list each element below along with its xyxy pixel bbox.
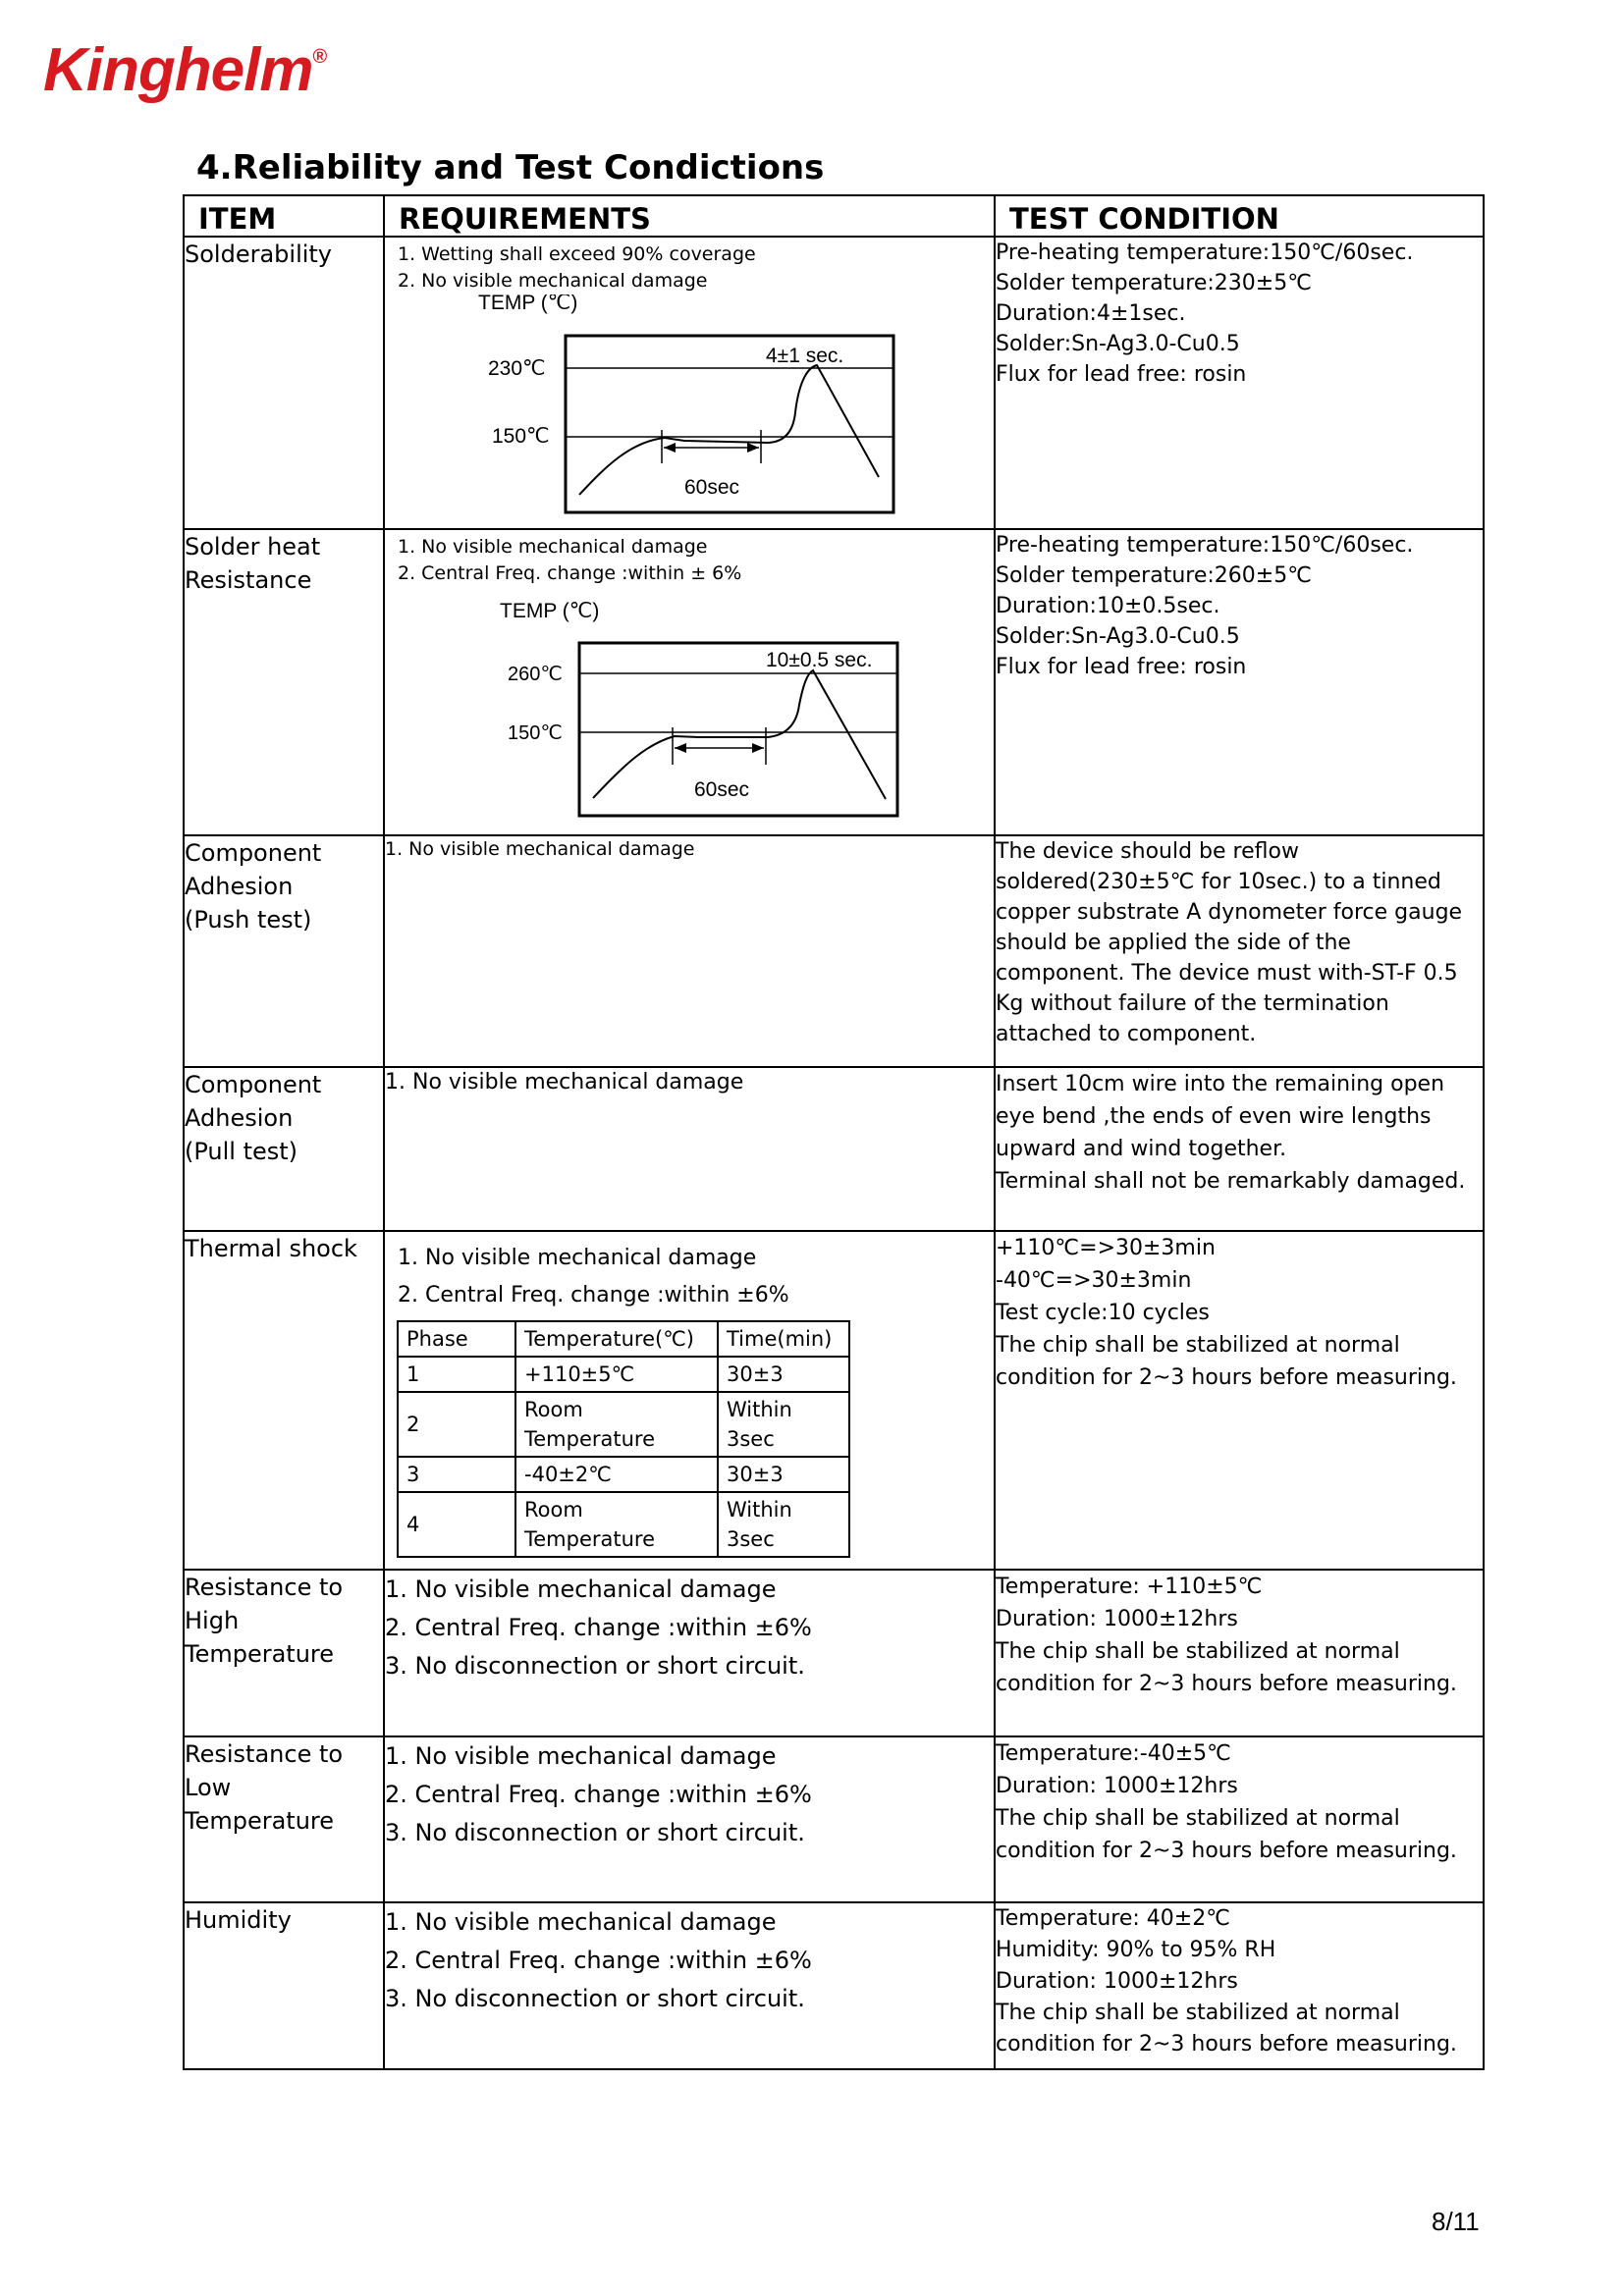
requirement-text: 3. No disconnection or short circuit.: [385, 1819, 805, 1846]
item-cell: [184, 529, 384, 835]
header-item: ITEM: [184, 195, 384, 237]
condition-text: condition for 2~3 hours before measuring.: [996, 1365, 1457, 1390]
condition-text: condition for 2~3 hours before measuring.: [996, 1672, 1457, 1696]
chart-arrowhead-left: [664, 443, 676, 453]
chart-arrowhead-right: [752, 743, 764, 753]
table-row: [184, 835, 1484, 1067]
condition-cell: [995, 1902, 1484, 2069]
phase-cell: +110±5℃: [515, 1357, 718, 1392]
condition-text: Temperature:-40±5℃: [996, 1741, 1231, 1766]
item-text: Temperature: [185, 1807, 335, 1835]
condition-text: Temperature: 40±2℃: [996, 1906, 1230, 1931]
condition-cell: [995, 1067, 1484, 1231]
chart-preheat-label: 150℃: [492, 425, 550, 448]
item-text: Solder heat: [185, 533, 321, 561]
requirements-cell: [384, 1902, 995, 2069]
requirement-text: 3. No disconnection or short circuit.: [385, 1652, 805, 1680]
requirements-cell: [384, 835, 995, 1067]
condition-text: Test cycle:10 cycles: [996, 1301, 1210, 1325]
phase-cell: 3: [398, 1457, 515, 1492]
condition-text: Kg without failure of the termination: [996, 991, 1389, 1016]
requirement-text: 1. No visible mechanical damage: [385, 1070, 744, 1095]
reliability-table: [183, 194, 1485, 2070]
condition-text: +110℃=>30±3min: [996, 1236, 1216, 1260]
phase-cell: Room Temperature: [515, 1392, 718, 1457]
condition-text: Flux for lead free: rosin: [996, 655, 1247, 679]
condition-text: condition for 2~3 hours before measuring.: [996, 1839, 1457, 1863]
item-text: Solderability: [185, 240, 333, 268]
item-text: Resistance to: [185, 1574, 344, 1601]
header-requirements: REQUIREMENTS: [384, 195, 995, 237]
item-cell: [184, 1231, 384, 1570]
item-cell: [184, 1067, 384, 1231]
item-cell: [184, 835, 384, 1067]
condition-text: soldered(230±5℃ for 10sec.) to a tinned: [996, 870, 1441, 894]
chart-arrowhead-right: [747, 443, 759, 453]
condition-text: component. The device must with-ST-F 0.5: [996, 961, 1458, 986]
requirements-cell: [384, 1570, 995, 1736]
condition-text: attached to component.: [996, 1022, 1257, 1046]
phase-cell: 30±3: [718, 1457, 849, 1492]
table-row: [184, 237, 1484, 529]
condition-text: Solder temperature:260±5℃: [996, 563, 1312, 588]
phase-row: [398, 1492, 849, 1557]
item-text: Component: [185, 1071, 322, 1098]
item-text: Adhesion: [185, 1104, 294, 1132]
chart-preheat-label: 150℃: [508, 722, 563, 744]
chart-temp-label: TEMP (℃): [500, 600, 600, 622]
item-text: Resistance to: [185, 1740, 344, 1768]
condition-text: Solder temperature:230±5℃: [996, 271, 1312, 295]
requirement-text: 2. Central Freq. change :within ±6%: [398, 1283, 789, 1308]
phase-row: [398, 1357, 849, 1392]
condition-text: Solder:Sn-Ag3.0-Cu0.5: [996, 332, 1240, 356]
reflow-profile-chart: [385, 587, 994, 823]
table-row: [184, 1570, 1484, 1736]
chart-preheat-duration: 60sec: [684, 476, 740, 499]
item-cell: [184, 1570, 384, 1736]
item-text: (Pull test): [185, 1138, 298, 1165]
table-row: [184, 1736, 1484, 1902]
requirement-text: 1. No visible mechanical damage: [385, 1575, 777, 1603]
requirements-cell: [384, 237, 995, 529]
phase-row: [398, 1392, 849, 1457]
reflow-profile-chart: [385, 294, 994, 520]
item-cell: [184, 237, 384, 529]
chart-arrowhead-left: [675, 743, 686, 753]
item-cell: [184, 1902, 384, 2069]
condition-text: Duration:4±1sec.: [996, 301, 1186, 326]
requirement-text: 1. No visible mechanical damage: [398, 536, 708, 558]
requirements-cell: [384, 1231, 995, 1570]
requirement-text: 1. No visible mechanical damage: [398, 1246, 757, 1270]
condition-text: Solder:Sn-Ag3.0-Cu0.5: [996, 624, 1240, 649]
item-text: Temperature: [185, 1640, 335, 1668]
table-row: [184, 1902, 1484, 2069]
condition-text: Flux for lead free: rosin: [996, 362, 1247, 387]
condition-text: condition for 2~3 hours before measuring.: [996, 2032, 1457, 2056]
condition-text: Terminal shall not be remarkably damaged.: [996, 1169, 1466, 1194]
condition-text: The chip shall be stabilized at normal: [996, 2001, 1400, 2025]
header-test-condition: TEST CONDITION: [995, 195, 1484, 237]
condition-text: -40℃=>30±3min: [996, 1268, 1192, 1293]
item-text: (Push test): [185, 906, 312, 934]
condition-text: upward and wind together.: [996, 1137, 1287, 1161]
condition-cell: [995, 1570, 1484, 1736]
chart-temp-label: TEMP (℃): [478, 294, 578, 314]
condition-text: The chip shall be stabilized at normal: [996, 1333, 1400, 1358]
condition-text: should be applied the side of the: [996, 931, 1351, 955]
requirement-text: 1. No visible mechanical damage: [385, 1742, 777, 1770]
item-text: Resistance: [185, 566, 312, 594]
condition-text: Insert 10cm wire into the remaining open: [996, 1072, 1445, 1096]
condition-cell: [995, 1231, 1484, 1570]
condition-cell: [995, 1736, 1484, 1902]
item-text: Humidity: [185, 1906, 292, 1934]
requirement-text: 2. Central Freq. change :within ±6%: [385, 1947, 812, 1974]
condition-text: copper substrate A dynometer force gauge: [996, 900, 1463, 925]
requirement-text: 1. Wetting shall exceed 90% coverage: [398, 243, 756, 265]
phase-cell: Within 3sec: [718, 1392, 849, 1457]
kinghelm-logo: Kinghelm®: [43, 36, 327, 104]
chart-peak-label: 230℃: [488, 357, 546, 380]
item-text: Low: [185, 1774, 232, 1801]
requirement-text: 2. No visible mechanical damage: [398, 270, 708, 292]
table-row: [184, 529, 1484, 835]
table-header-row: [184, 195, 1484, 237]
condition-text: Pre-heating temperature:150℃/60sec.: [996, 240, 1414, 265]
phase-header-row: [398, 1321, 849, 1357]
phase-cell: 30±3: [718, 1357, 849, 1392]
requirement-text: 2. Central Freq. change :within ± 6%: [398, 562, 742, 584]
table-row: [184, 1067, 1484, 1231]
condition-text: Temperature: +110±5℃: [996, 1575, 1263, 1599]
condition-cell: [995, 529, 1484, 835]
phase-cell: 1: [398, 1357, 515, 1392]
phase-cell: Within 3sec: [718, 1492, 849, 1557]
requirement-text: 2. Central Freq. change :within ±6%: [385, 1614, 812, 1641]
condition-text: Duration: 1000±12hrs: [996, 1969, 1238, 1994]
chart-peak-label: 260℃: [508, 664, 563, 685]
item-cell: [184, 1736, 384, 1902]
phase-cell: Room Temperature: [515, 1492, 718, 1557]
requirement-text: 1. No visible mechanical damage: [385, 838, 695, 860]
item-text: Thermal shock: [185, 1235, 357, 1262]
condition-text: The chip shall be stabilized at normal: [996, 1639, 1400, 1664]
requirements-cell: [384, 1067, 995, 1231]
chart-peak-duration: 4±1 sec.: [766, 345, 844, 367]
condition-text: Pre-heating temperature:150℃/60sec.: [996, 533, 1414, 558]
condition-text: eye bend ,the ends of even wire lengths: [996, 1104, 1432, 1129]
condition-text: Duration: 1000±12hrs: [996, 1607, 1238, 1631]
table-row: [184, 1231, 1484, 1570]
page-number: 8/11: [1432, 2207, 1480, 2236]
condition-text: The chip shall be stabilized at normal: [996, 1806, 1400, 1831]
condition-text: Duration:10±0.5sec.: [996, 594, 1220, 618]
condition-text: Humidity: 90% to 95% RH: [996, 1938, 1276, 1962]
phase-header-cell: Phase: [398, 1321, 515, 1357]
condition-cell: [995, 835, 1484, 1067]
chart-preheat-duration: 60sec: [694, 778, 750, 801]
condition-text: Duration: 1000±12hrs: [996, 1774, 1238, 1798]
item-text: High: [185, 1607, 240, 1634]
phase-cell: 2: [398, 1392, 515, 1457]
phase-cell: -40±2℃: [515, 1457, 718, 1492]
phase-cell: 4: [398, 1492, 515, 1557]
condition-text: The device should be reflow: [996, 839, 1299, 864]
requirement-text: 2. Central Freq. change :within ±6%: [385, 1781, 812, 1808]
item-text: Component: [185, 839, 322, 867]
requirements-cell: [384, 1736, 995, 1902]
phase-row: [398, 1457, 849, 1492]
phase-table: [397, 1320, 850, 1558]
requirements-cell: [384, 529, 995, 835]
item-text: Adhesion: [185, 873, 294, 900]
requirement-text: 1. No visible mechanical damage: [385, 1908, 777, 1936]
condition-cell: [995, 237, 1484, 529]
chart-peak-duration: 10±0.5 sec.: [766, 649, 873, 671]
requirement-text: 3. No disconnection or short circuit.: [385, 1985, 805, 2012]
section-title: 4.Reliability and Test Condictions: [196, 148, 825, 187]
phase-header-cell: Temperature(℃): [515, 1321, 718, 1357]
phase-header-cell: Time(min): [718, 1321, 849, 1357]
